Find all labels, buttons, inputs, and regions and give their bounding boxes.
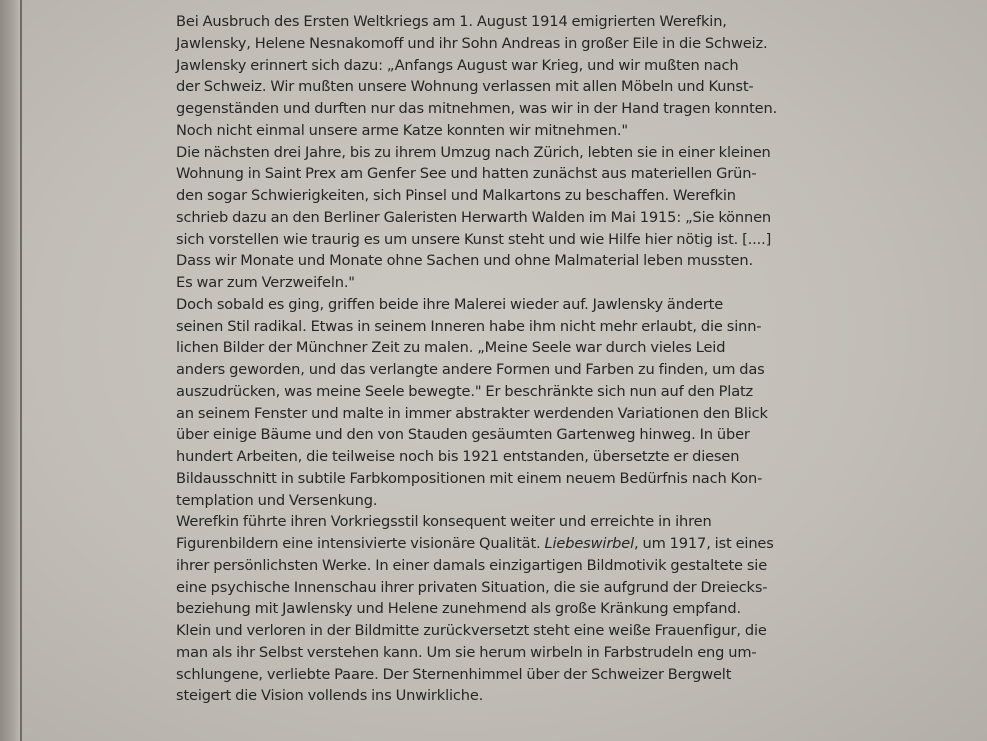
text-line: sich vorstellen wie traurig es um unsere Kunst steht und wie Hilfe hier nötig ist. [....] — [176, 230, 772, 248]
text-line: über einige Bäume und den von Stauden gesäumten Gartenweg hinweg. In über — [176, 426, 750, 444]
text-line — [176, 533, 976, 555]
text-line: Die nächsten drei Jahre, bis zu ihrem Umzug nach Zürich, lebten sie in einer kleinen — [176, 143, 771, 161]
text-line: eine psychische Innenschau ihrer privaten Situation, die sie aufgrund der Dreiecks- — [176, 578, 768, 596]
text-line: schlungene, verliebte Paare. Der Sternenhimmel über der Schweizer Bergwelt — [176, 665, 732, 683]
text-line: Jawlensky erinnert sich dazu: „Anfangs August war Krieg, und wir mußten nach — [176, 56, 739, 74]
text-line: der Schweiz. Wir mußten unsere Wohnung verlassen mit allen Möbeln und Kunst- — [176, 78, 754, 96]
text-line: Dass wir Monate und Monate ohne Sachen und ohne Malmaterial leben mussten. — [176, 252, 753, 270]
text-line: schrieb dazu an den Berliner Galeristen Herwarth Walden im Mai 1915: „Sie können — [176, 208, 772, 226]
text-line: man als ihr Selbst verstehen kann. Um sie herum wirbeln in Farbstrudeln eng um- — [176, 643, 757, 661]
text-line: lichen Bilder der Münchner Zeit zu malen. „Meine Seele war durch vieles Leid — [176, 339, 726, 357]
text-line: hundert Arbeiten, die teilweise noch bis 1921 entstanden, übersetzte er diesen — [176, 448, 740, 465]
artwork-title: Liebeswirbel — [544, 535, 635, 552]
museum-wall-text — [176, 11, 976, 707]
text-line: Jawlensky, Helene Nesnakomoff und ihr Sohn Andreas in großer Eile in die Schweiz. — [176, 34, 768, 52]
text-line: Es war zum Verzweifeln." — [176, 274, 355, 291]
wall-edge — [0, 0, 22, 741]
text-line: Doch sobald es ging, griffen beide ihre Malerei wieder auf. Jawlensky änderte — [176, 295, 724, 313]
text-line: anders geworden, und das verlangte andere Formen und Farben zu finden, um das — [176, 361, 765, 378]
text-line: Bei Ausbruch des Ersten Weltkriegs am 1. August 1914 emigrierten Werefkin, — [176, 13, 727, 30]
text-segment: , um 1917, ist eines — [634, 535, 774, 552]
text-line: seinen Stil radikal. Etwas in seinem Inneren habe ihm nicht mehr erlaubt, die sinn- — [176, 317, 762, 335]
text-line: Wohnung in Saint Prex am Genfer See und hatten zunächst aus materiellen Grün- — [176, 165, 757, 183]
text-line: Noch nicht einmal unsere arme Katze konnten wir mitnehmen." — [176, 121, 628, 139]
text-line: den sogar Schwierigkeiten, sich Pinsel und Malkartons zu beschaffen. Werefkin — [176, 187, 736, 204]
text-line: beziehung mit Jawlensky und Helene zunehmend als große Kränkung empfand. — [176, 600, 741, 618]
text-line: auszudrücken, was meine Seele bewegte." Er beschränkte sich nun auf den Platz — [176, 382, 754, 400]
text-line: an seinem Fenster und malte in immer abstrakter werdenden Variationen den Blick — [176, 404, 768, 422]
text-line: gegenständen und durften nur das mitnehmen, was wir in der Hand tragen konnten. — [176, 100, 778, 117]
text-line: Bildausschnitt in subtile Farbkompositionen mit einem neuem Bedürfnis nach Kon- — [176, 469, 763, 487]
text-line: Werefkin führte ihren Vorkriegsstil konsequent weiter und erreichte in ihren — [176, 513, 712, 531]
text-line: ihrer persönlichsten Werke. In einer damals einzigartigen Bildmotivik gestaltete sie — [176, 556, 768, 574]
text-line: Klein und verloren in der Bildmitte zurückversetzt steht eine weiße Frauenfigur, die — [176, 622, 767, 639]
text-line: steigert die Vision vollends ins Unwirkliche. — [176, 687, 484, 705]
text-segment: Figurenbildern eine intensivierte visionäre Qualität. — [176, 535, 541, 552]
text-line: templation und Versenkung. — [176, 491, 378, 509]
